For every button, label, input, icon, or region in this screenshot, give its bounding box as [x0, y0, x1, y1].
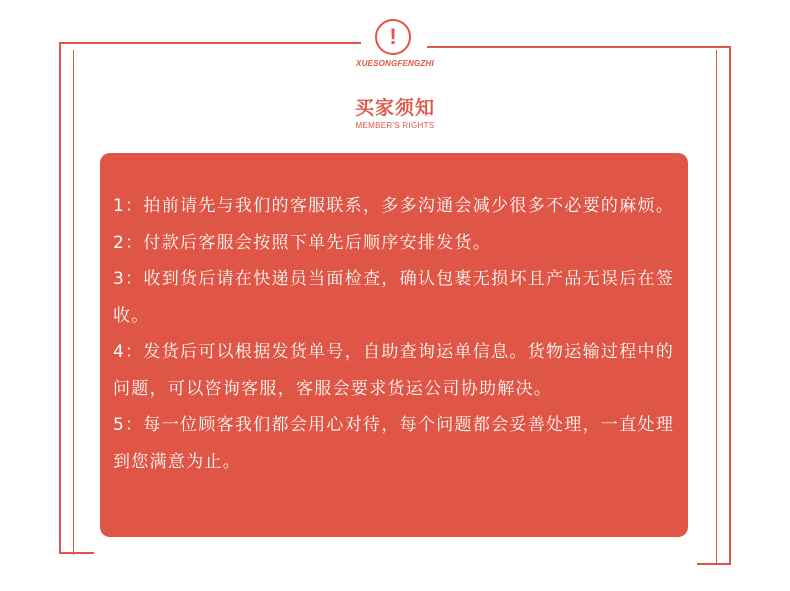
notice-item-2: 2：付款后客服会按照下单先后顺序安排发货。 [113, 232, 492, 253]
notice-list [113, 188, 683, 480]
notice-item-3: 3：收到货后请在快递员当面检查，确认包裹无损坏且产品无误后在签收。 [113, 269, 675, 326]
frame-bottom-left-line [59, 552, 94, 554]
brand-name: XUESONGFENGZHI [356, 59, 434, 68]
frame-top-left-line [59, 42, 361, 44]
notice-item-4: 4：发货后可以根据发货单号，自助查询运单信息。货物运输过程中的问题，可以咨询客服，客服会要求货运公司协助解决。 [113, 342, 675, 399]
notice-item-1: 1：拍前请先与我们的客服联系，多多沟通会减少很多不必要的麻烦。 [113, 196, 675, 216]
frame-top-right-line [427, 46, 731, 48]
notice-item-5: 5：每一位顾客我们都会用心对待，每个问题都会妥善处理，一直处理到您满意为止。 [113, 415, 675, 472]
page-subtitle: MEMBER'S RIGHTS [355, 121, 435, 130]
frame-bottom-right-line [697, 563, 731, 565]
exclamation-icon: ! [375, 19, 411, 55]
page-title: 买家须知 [354, 97, 435, 119]
